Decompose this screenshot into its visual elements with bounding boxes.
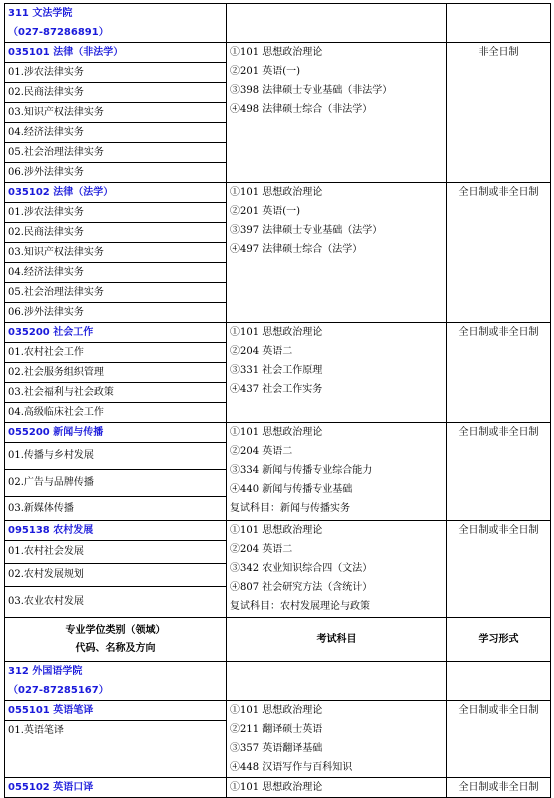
direction: 03.知识产权法律实务: [5, 102, 226, 122]
direction: 01.英语笔译: [5, 720, 226, 740]
subject: ③342 农业知识综合四（文法）: [230, 563, 373, 574]
direction: 01.涉农法律实务: [5, 202, 226, 222]
subject: ④448 汉语写作与百科知识: [230, 762, 353, 773]
header-subjects: 考试科目: [227, 618, 447, 662]
direction: 06.涉外法律实务: [5, 302, 226, 322]
program-table: [4, 3, 551, 798]
empty-cell: [227, 662, 447, 701]
subject: ③397 法律硕士专业基础（法学）: [230, 225, 383, 236]
subjects-cell: [227, 323, 447, 423]
subject: ④440 新闻与传播专业基础: [230, 484, 353, 495]
program-row: [5, 423, 551, 521]
subject: ③398 法律硕士专业基础（非法学）: [230, 85, 393, 96]
subject: ④807 社会研究方法（含统计）: [230, 582, 373, 593]
mode-cell: 全日制或非全日制: [447, 778, 551, 798]
college-cell: [5, 662, 227, 701]
college-name: 311 文法学院: [8, 8, 73, 19]
program-code: 095138 农村发展: [8, 525, 94, 536]
direction: 03.农业农村发展: [5, 586, 226, 617]
subjects-cell: [227, 521, 447, 618]
program-code: 035101 法律（非法学）: [8, 47, 124, 58]
mode-cell: 全日制或非全日制: [447, 701, 551, 778]
mode-cell: 非全日制: [447, 43, 551, 183]
college-phone: （027-87286891）: [8, 27, 109, 38]
direction: 04.经济法律实务: [5, 262, 226, 282]
header-program-line1: 专业学位类别（领域）: [65, 624, 166, 636]
college-cell: [5, 4, 227, 43]
subject: ①101 思想政治理论: [230, 47, 323, 58]
header-program: [5, 618, 227, 662]
direction: 02.农村发展规划: [5, 563, 226, 586]
subjects-cell: [227, 183, 447, 323]
mode-cell: 全日制或非全日制: [447, 183, 551, 323]
subjects-cell: [227, 43, 447, 183]
subject: ②204 英语二: [230, 446, 293, 457]
subject: ②204 英语二: [230, 346, 293, 357]
program-code: 055200 新闻与传播: [8, 427, 104, 438]
direction: 04.高级临床社会工作: [5, 402, 226, 422]
subject: ②204 英语二: [230, 544, 293, 555]
college-phone: （027-87285167）: [8, 685, 109, 696]
subject: ②201 英语(一): [230, 206, 301, 217]
mode-cell: 全日制或非全日制: [447, 323, 551, 423]
program-row: [5, 323, 551, 423]
program-row: [5, 778, 551, 798]
empty-cell: [227, 4, 447, 43]
subject: ④437 社会工作实务: [230, 384, 323, 395]
direction: 06.涉外法律实务: [5, 162, 226, 182]
program-cell: [5, 43, 227, 183]
direction: 01.传播与乡村发展: [5, 442, 226, 469]
subject: ①101 思想政治理论: [230, 327, 323, 338]
program-cell: [5, 521, 227, 618]
subject: ④498 法律硕士综合（非法学）: [230, 104, 373, 115]
program-cell: [5, 778, 227, 798]
subject: ④497 法律硕士综合（法学）: [230, 244, 363, 255]
program-code: 055101 英语笔译: [8, 705, 94, 716]
direction: 01.农村社会工作: [5, 342, 226, 362]
program-code: 055102 英语口译: [8, 782, 94, 793]
program-row: [5, 183, 551, 323]
program-cell: [5, 423, 227, 521]
subjects-cell: [227, 423, 447, 521]
subject: ③357 英语翻译基础: [230, 743, 323, 754]
program-code: 035102 法律（法学）: [8, 187, 114, 198]
direction: 05.社会治理法律实务: [5, 282, 226, 302]
direction: 02.社会服务组织管理: [5, 362, 226, 382]
subjects-cell: [227, 778, 447, 798]
direction: 02.广告与品牌传播: [5, 469, 226, 496]
subject: ①101 思想政治理论: [230, 705, 323, 716]
subject: ①101 思想政治理论: [230, 427, 323, 438]
program-row: [5, 43, 551, 183]
direction: 01.农村社会发展: [5, 540, 226, 563]
subject: ③334 新闻与传播专业综合能力: [230, 465, 373, 476]
direction: 03.知识产权法律实务: [5, 242, 226, 262]
column-header-row: [5, 618, 551, 662]
header-program-line2: 代码、名称及方向: [75, 642, 156, 654]
program-cell: [5, 183, 227, 323]
subject: ③331 社会工作原理: [230, 365, 323, 376]
subject: ①101 思想政治理论: [230, 187, 323, 198]
direction: 02.民商法律实务: [5, 82, 226, 102]
subject: ①101 思想政治理论: [230, 525, 323, 536]
subjects-cell: [227, 701, 447, 778]
mode-cell: 全日制或非全日制: [447, 521, 551, 618]
direction: 03.社会福利与社会政策: [5, 382, 226, 402]
direction: 03.新媒体传播: [5, 496, 226, 520]
direction: 01.涉农法律实务: [5, 62, 226, 82]
college-name: 312 外国语学院: [8, 666, 83, 677]
direction: 04.经济法律实务: [5, 122, 226, 142]
subject: ②211 翻译硕士英语: [230, 724, 323, 735]
header-mode: 学习形式: [447, 618, 551, 662]
college-row: [5, 4, 551, 43]
subject: 复试科目：农村发展理论与政策: [230, 601, 370, 612]
program-cell: [5, 701, 227, 778]
program-cell: [5, 323, 227, 423]
empty-cell: [447, 662, 551, 701]
college-row: [5, 662, 551, 701]
empty-cell: [447, 4, 551, 43]
direction: 05.社会治理法律实务: [5, 142, 226, 162]
mode-cell: 全日制或非全日制: [447, 423, 551, 521]
program-row: [5, 521, 551, 618]
program-code: 035200 社会工作: [8, 327, 94, 338]
subject: 复试科目：新闻与传播实务: [230, 503, 350, 514]
subject: ②201 英语(一): [230, 66, 301, 77]
program-row: [5, 701, 551, 778]
subject: ①101 思想政治理论: [230, 782, 323, 793]
direction: 02.民商法律实务: [5, 222, 226, 242]
